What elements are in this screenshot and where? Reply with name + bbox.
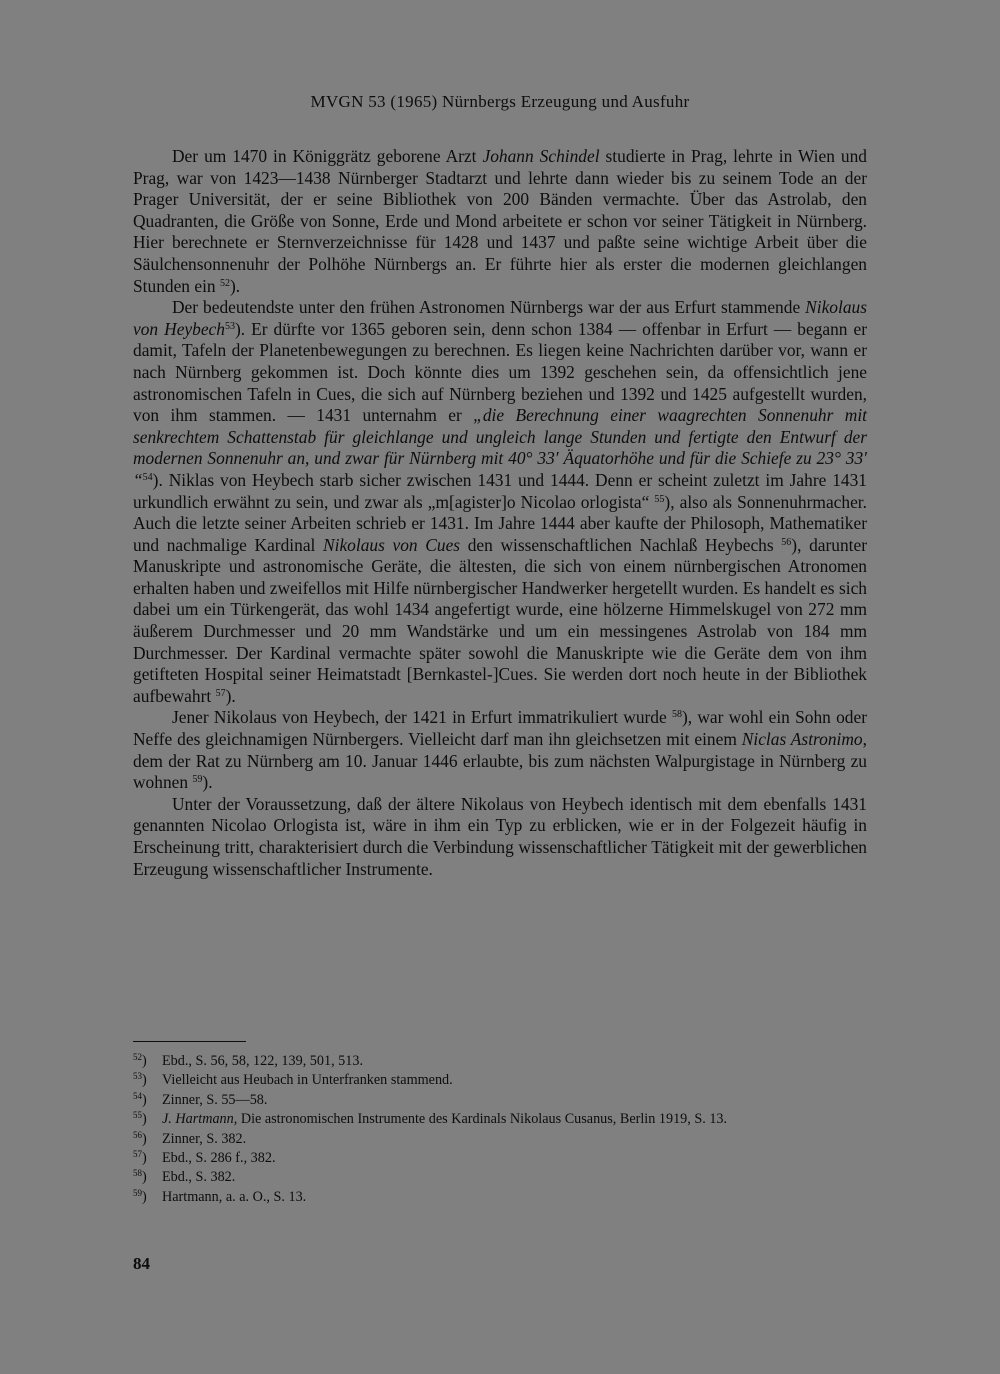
footnote-number: 56 <box>133 1129 142 1140</box>
main-text <box>133 146 867 880</box>
footnote-text: Ebd., S. 286 f., 382. <box>162 1150 276 1167</box>
footnote-number: 52 <box>133 1052 142 1062</box>
paragraph-3: Jener Nikolaus von Heybech, der 1421 in Erfurt immatrikuliert wurde $^{58}$), war wohl ein Sohn oder Neffe des gleichnamigen Nürnbergers. Vielleicht darf man ihn gleichsetzen mit einem Niclas Astronimo, dem der Rat zu Nürnberg am 10. Januar 1446 erlaubte, bis zum nächsten Walpurgistage in Nürnberg zu wohnen $^{59}$). <box>133 707 867 793</box>
footnote-item: $^{57}$) Ebd., S. 286 f., 382. <box>133 1149 867 1168</box>
footnote-text: Hartmann, a. a. O., S. 13. <box>162 1188 307 1205</box>
paragraph-1: Der um 1470 in Königgrätz geborene Arzt Johann Schindel studierte in Prag, lehrte in Wien und Prag, war von 1423—1438 Nürnberger Stadtarzt und lehrte dann wieder bis zu seinem Tode an der Prager Universität, der er seine Bibliothek von 200 Bänden vermachte. Über das Astrolab, den Quadranten, die Größe von Sonne, Erde und Mond arbeitete er schon vor seiner Tätigkeit in Nürnberg. Hier berechnete er Sternverzeichnisse für 1428 und 1437 und paßte seine wichtige Arbeit über die Säulchensonnenuhr der Polhöhe Nürnbergs an. Er führte hier als erster die modernen gleichlangen Stunden ein $^{52}$). <box>133 146 867 296</box>
footnote-item: $^{59}$) Hartmann, a. a. O., S. 13. <box>133 1188 867 1207</box>
footnote-number: 59 <box>133 1187 142 1198</box>
footnote-number: 53 <box>133 1071 142 1082</box>
footnote-ref: 52 <box>219 277 230 289</box>
footnote-text: Ebd., S. 56, 58, 122, 139, 501, 513. <box>162 1053 363 1069</box>
footnote-number: 55 <box>133 1110 142 1121</box>
paragraph-2: Der bedeutendste unter den frühen Astronomen Nürnbergs war der aus Erfurt stammende Nikolaus von Heybech$^{53}$). Er dürfte vor 1365 geboren sein, denn schon 1384 — offenbar in Erfurt — begann er damit, Tafeln der Planetenbewegungen zu berechnen. Es liegen keine Nachrichten darüber vor, wann er nach Nürnberg gekommen ist. Doch könnte dies um 1392 geschehen sein, da offensichtlich jene astronomischen Tafeln in Cues, die sich auf Nürnberg beziehen und 1392 und 1425 aufgestellt wurden, von ihm stammen. — 1431 unternahm er „die Berechnung einer waagrechten Sonnenuhr mit senkrechtem Schattenstab für gleichlange und ungleich lange Stunden und fertigte den Entwurf der modernen Sonnenuhr an, und zwar für Nürnberg mit 40° 33′ Äquatorhöhe und für die Schiefe zu 23° 33′ “$^{54}$). Niklas von Heybech starb sicher zwischen 1431 und 1444. Denn er scheint zuletzt im Jahre 1431 urkundlich erwähnt zu sein, und zwar als „m[agister]o Nicolao orlogista“ $^{55}$), also als Sonnenuhrmacher. Auch die letzte seiner Arbeiten schrieb er 1431. Im Jahre 1444 aber kaufte der Philosoph, Mathematiker und nachmalige Kardinal Nikolaus von Cues den wissenschaftlichen Nachlaß Heybechs $^{56}$), darunter Manuskripte und astronomische Geräte, die ältesten, die sich von einem nürnbergischen Atronomen erhalten haben und zweifellos mit Hilfe nürnbergischer Handwerker hergetellt wurden. Es handelt es sich dabei um ein Türkengerät, das wohl 1434 angefertigt wurde, eine hölzerne Himmelskugel von 272 mm äußerem Durchmesser und 20 mm Wandstärke und um ein messingenes Astrolab von 184 mm Durchmesser. Der Kardinal vermachte später sowohl die Manuskripte wie die Geräte dem von ihm getifteten Hospital seiner Heimatstadt [Bernkastel-]Cues. Sie werden dort noch heute in der Bibliothek aufbewahrt $^{57}$). <box>133 297 868 706</box>
footnote-ref: 53 <box>224 320 235 332</box>
footnote-ref: 55 <box>654 493 665 505</box>
footnote-ref: 56 <box>781 536 792 548</box>
person-name: Nikolaus von Heybech <box>133 297 867 339</box>
quotation: „die Berechnung einer waagrechten Sonnenuhr mit senkrechtem Schattenstab für gleichlange und ungleich lange Stunden und fertigte den Entwurf der modernen Sonnenuhr an, und zwar für Nürnberg mit 40° 33′ Äquatorhöhe und für die Schiefe zu 23° 33′ “ <box>133 405 867 490</box>
person-name: Nikolaus von Cues <box>323 534 461 555</box>
footnote-ref: 54 <box>142 471 153 483</box>
page-number: 84 <box>133 1254 150 1273</box>
footnote-divider <box>133 1041 246 1042</box>
person-name: Johann Schindel <box>482 146 600 166</box>
footnote-item: $^{58}$) Ebd., S. 382. <box>133 1168 867 1187</box>
footnote-number: 57 <box>133 1149 142 1160</box>
footnote-ref: 58 <box>671 709 682 721</box>
paragraph-4: Unter der Voraussetzung, daß der ältere Nikolaus von Heybech identisch mit dem ebenfalls 1431 genannten Nicolao Orlogista ist, wäre in ihm ein Typ zu erblicken, wie er in der Folgezeit häufig in Erscheinung tritt, charakterisiert durch die Verbindung wissenschaftlicher Tätigkeit mit der gewerblichen Erzeugung wissenschaftlicher Instrumente. <box>133 793 867 879</box>
footnote-text: Vielleicht aus Heubach in Unterfranken stammend. <box>162 1072 453 1089</box>
footnote-number: 54 <box>133 1090 142 1101</box>
footnote-text: J. Hartmann, Die astronomischen Instrumente des Kardinals Nikolaus Cusanus, Berlin 1919, S. 13. <box>162 1111 728 1128</box>
footnote-text: Zinner, S. 55—58. <box>162 1091 268 1108</box>
footnote-item: $^{53}$) Vielleicht aus Heubach in Unterfranken stammend. <box>133 1071 867 1090</box>
footnote-item: $^{54}$) Zinner, S. 55—58. <box>133 1091 867 1110</box>
running-head: MVGN 53 (1965) Nürnbergs Erzeugung und Ausfuhr <box>310 92 690 111</box>
footnote-item: $^{56}$) Zinner, S. 382. <box>133 1130 867 1149</box>
footnote-item: $^{52}$) Ebd., S. 56, 58, 122, 139, 501, 513. <box>133 1052 867 1071</box>
footnote-ref: 59 <box>192 774 203 786</box>
footnote-text: Zinner, S. 382. <box>162 1130 247 1147</box>
footnote-author: J. Hartmann, <box>162 1111 238 1128</box>
footnote-text: Ebd., S. 382. <box>162 1169 236 1186</box>
footnote-number: 58 <box>133 1168 142 1179</box>
footnote-ref: 57 <box>215 687 226 699</box>
footnotes <box>133 1052 867 1207</box>
footnote-item: $^{55}$) J. Hartmann, Die astronomischen Instrumente des Kardinals Nikolaus Cusanus, Berlin 1919, S. 13. <box>133 1110 867 1129</box>
person-name: Niclas Astronimo <box>741 729 863 750</box>
